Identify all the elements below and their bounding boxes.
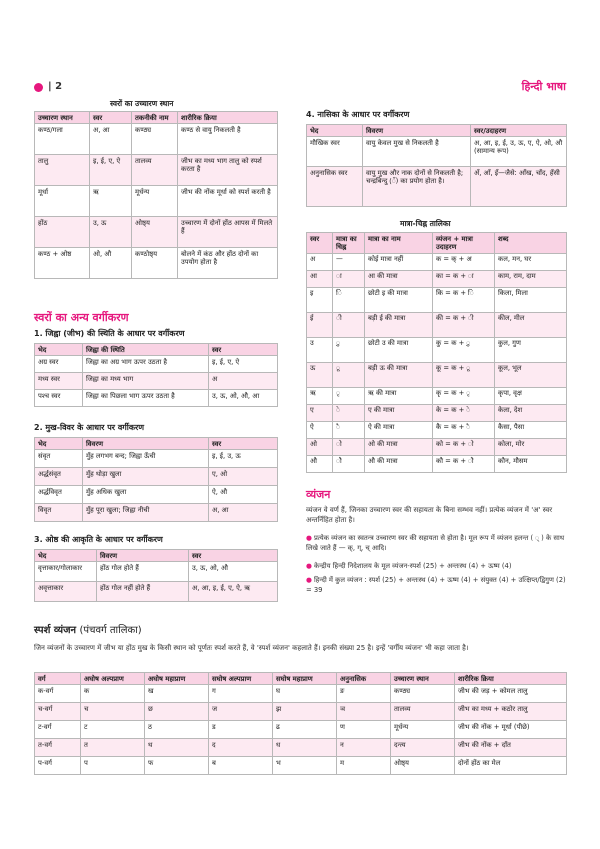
table-header: उच्चारण स्थान: [35, 112, 90, 124]
table-cell: घ: [273, 685, 337, 703]
sparsh-table: [34, 672, 567, 775]
table-cell: कृ = क + ृ: [433, 387, 495, 404]
table-cell: ु: [333, 337, 365, 362]
table-cell: ै: [333, 421, 365, 438]
table-cell: प-वर्ग: [35, 757, 81, 775]
table-row: [35, 217, 278, 248]
bullet-text: प्रत्येक व्यंजन का स्वतन्त्र उच्चारण स्वर की सहायता से होता है। मूल रूप में व्यंजन हलन्त ( ् ) के साथ लिखे जाते हैं — क्, ग्, च् आदि।: [306, 534, 565, 552]
table-cell: आ: [307, 270, 333, 287]
table-row: [35, 155, 278, 186]
table-cell: होंठ गोल नहीं होते हैं: [97, 582, 189, 602]
table-cell: के = क + े: [433, 404, 495, 421]
table-header-row: [35, 550, 278, 562]
table-row: [35, 356, 278, 373]
table-header: शब्द: [495, 233, 567, 254]
table-header: स्वर: [189, 550, 278, 562]
table-cell: दन्त्य: [391, 739, 455, 757]
table-cell: कि = क + ि: [433, 287, 495, 312]
table-cell: ढ: [273, 721, 337, 739]
table-row: [35, 390, 278, 407]
table-cell: ऐ की मात्रा: [365, 421, 433, 438]
table-cell: ि: [333, 287, 365, 312]
table-cell: जीभ की नोंक मूर्धा को स्पर्श करती है: [178, 186, 278, 217]
table-header-row: [35, 673, 567, 685]
mukh-title: 2. मुख-विवर के आधार पर वर्गीकरण: [34, 423, 145, 432]
table-cell: अ, आ, इ, ई, ए, ऐ, ऋ: [189, 582, 278, 602]
table-cell: त-वर्ग: [35, 739, 81, 757]
table-cell: ऋ: [90, 186, 132, 217]
table-row: [35, 450, 278, 468]
table-cell: कण्ठ + ओष्ठ: [35, 248, 90, 279]
mukh-table: [34, 437, 278, 522]
table-cell: मूर्धा: [35, 186, 90, 217]
bullet-icon: ●: [306, 562, 312, 570]
table-cell: अर्द्धविवृत: [35, 486, 83, 504]
pink-dot-icon: [34, 83, 43, 92]
table-row: [35, 248, 278, 279]
table-cell: उ, ऊ: [90, 217, 132, 248]
table-cell: मध्य स्वर: [35, 373, 83, 390]
table-cell: क-वर्ग: [35, 685, 81, 703]
table-cell: कण्ठोष्ठ्य: [132, 248, 178, 279]
table-header: जिह्वा की स्थिति: [83, 344, 209, 356]
table-cell: मुँह अधिक खुला: [83, 486, 209, 504]
bullet-text: हिन्दी में कुल व्यंजन : स्पर्श (25) + अन्तःस्थ (4) + ऊष्म (4) + संयुक्त (4) + उत्क्षिप्त/द्विगुण (2) = 39: [306, 576, 566, 594]
table-row: [307, 421, 567, 438]
table-cell: अ, आ, इ, ई, उ, ऊ, ए, ऐ, ओ, औ (सामान्य रूप): [471, 137, 567, 167]
table-row: [35, 186, 278, 217]
table-cell: थ: [145, 739, 209, 757]
jihva-table: [34, 343, 278, 407]
swar-vargikaran-title: स्वरों का अन्य वर्गीकरण: [34, 311, 129, 324]
table-cell: जीभ की नोंक + दाँत: [455, 739, 567, 757]
table-cell: मौखिक स्वर: [307, 137, 363, 167]
table-cell: जीभ का मध्य भाग तालु को स्पर्श करता है: [178, 155, 278, 186]
table-cell: अ, आ: [90, 124, 132, 155]
table-cell: कू = क + ू: [433, 362, 495, 387]
table-cell: पश्च स्वर: [35, 390, 83, 407]
table-cell: संवृत: [35, 450, 83, 468]
table-header: भेद: [35, 550, 97, 562]
table-cell: उ, ऊ, ओ, औ: [189, 562, 278, 582]
table-header-row: [307, 233, 567, 254]
table-cell: क = क् + अ: [433, 253, 495, 270]
matra-title: मात्रा-चिह्न तालिका: [400, 219, 451, 228]
table-cell: ौ: [333, 455, 365, 472]
table-cell: द: [209, 739, 273, 757]
table-cell: अँ, आँ, इँ—जैसे: आँख, चाँद, हँसी: [471, 167, 567, 207]
table-cell: जिह्वा का पिछला भाग ऊपर उठता है: [83, 390, 209, 407]
table-cell: जीभ की नोंक + मूर्धा (पीछे): [455, 721, 567, 739]
vyanjan-paragraph: व्यंजन वे वर्ण हैं, जिनका उच्चारण स्वर की सहायता के बिना सम्भव नहीं। प्रत्येक व्यंजन में 'अ' स्वर अन्तर्निहित होता है।: [306, 506, 553, 525]
table-row: [307, 455, 567, 472]
sparsh-title-sub: (पंचवर्ग तालिका): [79, 625, 142, 636]
table-header-row: [35, 438, 278, 450]
table-cell: प: [81, 757, 145, 775]
table-row: [307, 287, 567, 312]
table-cell: कौन, मौसम: [495, 455, 567, 472]
table-cell: उ: [307, 337, 333, 362]
table-cell: की = क + ी: [433, 312, 495, 337]
table-header: मात्रा का चिह्न: [333, 233, 365, 254]
table-cell: ी: [333, 312, 365, 337]
table-cell: अ: [209, 373, 278, 390]
table-cell: होंठ: [35, 217, 90, 248]
table-cell: अ, आ: [209, 504, 278, 522]
table-row: [35, 124, 278, 155]
table-header: भेद: [35, 344, 83, 356]
table-cell: ट: [81, 721, 145, 739]
table-header: स्वर: [209, 344, 278, 356]
table-header: भेद: [35, 438, 83, 450]
sparsh-title-main: स्पर्श व्यंजन: [34, 625, 77, 636]
vyanjan-bullet: [306, 576, 568, 596]
table-cell: ओ: [307, 438, 333, 455]
table-cell: अर्द्धसंवृत: [35, 468, 83, 486]
table-cell: आ की मात्रा: [365, 270, 433, 287]
table-cell: केला, देश: [495, 404, 567, 421]
table-cell: कण्ठ/गला: [35, 124, 90, 155]
table-cell: ओ की मात्रा: [365, 438, 433, 455]
table-cell: इ, ई, ए, ऐ: [209, 356, 278, 373]
table-cell: अ: [307, 253, 333, 270]
table-row: [35, 739, 567, 757]
table-cell: इ, ई, ए, ऐ: [90, 155, 132, 186]
table-header: स्वर/उदाहरण: [471, 125, 567, 137]
table-row: [307, 404, 567, 421]
table-cell: ठ: [145, 721, 209, 739]
table-cell: मुँह थोड़ा खुला: [83, 468, 209, 486]
table-cell: वायु केवल मुख से निकलती है: [363, 137, 471, 167]
table-cell: किला, मिला: [495, 287, 567, 312]
table-cell: ओ, औ: [90, 248, 132, 279]
table-header: सघोष महाप्राण: [273, 673, 337, 685]
table-row: [35, 721, 567, 739]
table-header-row: [307, 125, 567, 137]
table-cell: तालव्य: [391, 703, 455, 721]
table-row: [307, 270, 567, 287]
table-cell: झ: [273, 703, 337, 721]
table-row: [35, 562, 278, 582]
table-cell: न: [337, 739, 391, 757]
vyanjan-title: व्यंजन: [306, 488, 331, 501]
table-cell: कण्ठ से वायु निकलती है: [178, 124, 278, 155]
table-header-row: [35, 344, 278, 356]
table-cell: ो: [333, 438, 365, 455]
table-cell: म: [337, 757, 391, 775]
table-row: [307, 387, 567, 404]
table-cell: कल, मन, घर: [495, 253, 567, 270]
table-cell: मूर्धन्य: [132, 186, 178, 217]
table-cell: ऋ की मात्रा: [365, 387, 433, 404]
uchcharan-table: [34, 111, 278, 279]
table-cell: विवृत: [35, 504, 83, 522]
table-cell: अग्र स्वर: [35, 356, 83, 373]
table-cell: कण्ठ्य: [132, 124, 178, 155]
table-cell: कृपा, वृक्ष: [495, 387, 567, 404]
table-cell: इ: [307, 287, 333, 312]
bullet-icon: ●: [306, 534, 312, 542]
table-cell: मूर्धन्य: [391, 721, 455, 739]
table-cell: कु = क + ु: [433, 337, 495, 362]
table-cell: वृत्ताकार/गोलाकार: [35, 562, 97, 582]
table-cell: क: [81, 685, 145, 703]
table-cell: इ, ई, उ, ऊ: [209, 450, 278, 468]
table-cell: फ: [145, 757, 209, 775]
table-cell: बड़ी ई की मात्रा: [365, 312, 433, 337]
table-row: [35, 703, 567, 721]
bullet-icon: ●: [306, 576, 312, 584]
table-cell: अवृत्ताकार: [35, 582, 97, 602]
table-header: शारीरिक क्रिया: [178, 112, 278, 124]
table-cell: ऐ: [307, 421, 333, 438]
table-cell: ए, ओ: [209, 468, 278, 486]
table-cell: काम, राम, दाम: [495, 270, 567, 287]
table-row: [307, 337, 567, 362]
table-cell: ध: [273, 739, 337, 757]
table-cell: जीभ का मध्य + कठोर तालु: [455, 703, 567, 721]
page-number: | 2: [48, 81, 63, 92]
table-row: [35, 468, 278, 486]
table-cell: वायु मुख और नाक दोनों से निकलती है; चन्द्रबिन्दु (ँ) का प्रयोग होता है।: [363, 167, 471, 207]
table-row: [307, 137, 567, 167]
table-cell: च: [81, 703, 145, 721]
table-header: तकनीकी नाम: [132, 112, 178, 124]
table-cell: उच्चारण में दोनों होंठ आपस में मिलते हैं: [178, 217, 278, 248]
table-cell: ट-वर्ग: [35, 721, 81, 739]
bullet-text: केन्द्रीय हिन्दी निदेशालय के मूल व्यंजन-स्पर्श (25) + अन्तःस्थ (4) + ऊष्म (4): [313, 562, 512, 570]
table-cell: भ: [273, 757, 337, 775]
sparsh-title: [34, 625, 142, 638]
table-cell: कौ = क + ौ: [433, 455, 495, 472]
table-row: [35, 757, 567, 775]
table-row: [307, 362, 567, 387]
table-row: [35, 685, 567, 703]
brand-title: हिन्दी भाषा: [521, 80, 566, 93]
table-cell: ज: [209, 703, 273, 721]
table-row: [307, 167, 567, 207]
sparsh-paragraph: जिन व्यंजनों के उच्चारण में जीभ या होंठ मुख के किसी स्थान को पूर्णतः स्पर्श करते हैं, वे 'स्पर्श व्यंजन' कहलाते हैं। इनकी संख्या 25 है। इन्हें 'वर्गीय व्यंजन' भी कहा जाता है।: [34, 644, 469, 652]
table-cell: छ: [145, 703, 209, 721]
table-cell: बोलने में कंठ और होंठ दोनों का उपयोग होता है: [178, 248, 278, 279]
nasika-title: 4. नासिका के आधार पर वर्गीकरण: [306, 110, 410, 119]
table-cell: ण: [337, 721, 391, 739]
table-header: सघोष अल्पप्राण: [209, 673, 273, 685]
table-cell: ञ: [337, 703, 391, 721]
uchcharan-title: स्वरों का उच्चारण स्थान: [110, 99, 174, 108]
table-cell: ए की मात्रा: [365, 404, 433, 421]
table-cell: कील, मील: [495, 312, 567, 337]
table-header: अनुनासिक: [337, 673, 391, 685]
table-header: शारीरिक क्रिया: [455, 673, 567, 685]
table-cell: औ: [307, 455, 333, 472]
table-cell: मुँह लगभग बन्द; जिह्वा ऊँची: [83, 450, 209, 468]
table-cell: ङ: [337, 685, 391, 703]
table-row: [35, 486, 278, 504]
table-row: [307, 253, 567, 270]
table-cell: ृ: [333, 387, 365, 404]
table-header: स्वर: [209, 438, 278, 450]
table-cell: ऋ: [307, 387, 333, 404]
table-cell: कोला, मोर: [495, 438, 567, 455]
table-cell: अनुनासिक स्वर: [307, 167, 363, 207]
table-cell: ऐ, औ: [209, 486, 278, 504]
table-cell: कै = क + ै: [433, 421, 495, 438]
table-cell: े: [333, 404, 365, 421]
table-row: [35, 504, 278, 522]
table-cell: ा: [333, 270, 365, 287]
table-row: [35, 582, 278, 602]
table-header: उच्चारण स्थान: [391, 673, 455, 685]
table-cell: को = क + ो: [433, 438, 495, 455]
table-cell: दोनों होंठ का मेल: [455, 757, 567, 775]
table-header: व्यंजन + मात्रा उदाहरण: [433, 233, 495, 254]
jihva-title: 1. जिह्वा (जीभ) की स्थिति के आधार पर वर्गीकरण: [34, 329, 185, 338]
table-cell: बड़ी ऊ की मात्रा: [365, 362, 433, 387]
table-cell: ब: [209, 757, 273, 775]
table-header: अघोष महाप्राण: [145, 673, 209, 685]
table-header: विवरण: [363, 125, 471, 137]
table-cell: ख: [145, 685, 209, 703]
table-cell: तालु: [35, 155, 90, 186]
table-cell: कूल, भूल: [495, 362, 567, 387]
table-header: अघोष अल्पप्राण: [81, 673, 145, 685]
table-header: स्वर: [307, 233, 333, 254]
table-cell: औ की मात्रा: [365, 455, 433, 472]
table-cell: कैसा, पैसा: [495, 421, 567, 438]
table-cell: च-वर्ग: [35, 703, 81, 721]
table-cell: मुँह पूरा खुला; जिह्वा नीची: [83, 504, 209, 522]
table-header: भेद: [307, 125, 363, 137]
table-header: वर्ग: [35, 673, 81, 685]
table-cell: छोटी इ की मात्रा: [365, 287, 433, 312]
oshth-title: 3. ओष्ठ की आकृति के आधार पर वर्गीकरण: [34, 535, 163, 544]
table-cell: ओष्ठ्य: [132, 217, 178, 248]
table-header: स्वर: [90, 112, 132, 124]
table-row: [307, 312, 567, 337]
vyanjan-bullet: [306, 534, 568, 554]
nasika-table: [306, 124, 567, 207]
table-cell: छोटी उ की मात्रा: [365, 337, 433, 362]
table-header: विवरण: [83, 438, 209, 450]
page-header: [34, 82, 566, 94]
table-cell: उ, ऊ, ओ, औ, आ: [209, 390, 278, 407]
table-cell: तालव्य: [132, 155, 178, 186]
table-cell: त: [81, 739, 145, 757]
table-header: विवरण: [97, 550, 189, 562]
table-cell: ऊ: [307, 362, 333, 387]
table-cell: जीभ की जड़ + कोमल तालु: [455, 685, 567, 703]
table-row: [35, 373, 278, 390]
table-cell: —: [333, 253, 365, 270]
table-cell: ई: [307, 312, 333, 337]
table-cell: ओष्ठ्य: [391, 757, 455, 775]
table-cell: कण्ठ्य: [391, 685, 455, 703]
table-cell: जिह्वा का मध्य भाग: [83, 373, 209, 390]
vyanjan-bullet: [306, 562, 568, 572]
table-cell: ए: [307, 404, 333, 421]
table-cell: कुल, गुण: [495, 337, 567, 362]
table-cell: होंठ गोल होते हैं: [97, 562, 189, 582]
table-cell: ग: [209, 685, 273, 703]
table-header-row: [35, 112, 278, 124]
matra-table: [306, 232, 567, 473]
table-cell: जिह्वा का अग्र भाग ऊपर उठता है: [83, 356, 209, 373]
table-row: [307, 438, 567, 455]
oshth-table: [34, 549, 278, 602]
table-cell: कोई मात्रा नहीं: [365, 253, 433, 270]
table-cell: ू: [333, 362, 365, 387]
table-cell: का = क + ा: [433, 270, 495, 287]
table-cell: ड: [209, 721, 273, 739]
table-header: मात्रा का नाम: [365, 233, 433, 254]
